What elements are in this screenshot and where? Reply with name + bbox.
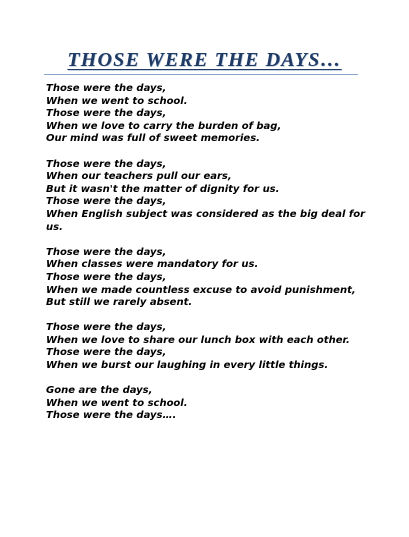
title-divider [44,74,358,75]
stanza-5 [46,385,366,423]
poem-line: Those were the days, [46,83,167,94]
poem-line: Those were the days, [46,347,167,359]
poem-line: When we went to school. [46,397,188,409]
poem-line: When we love to carry the burden of bag, [46,120,282,132]
poem-line: When our teachers pull our ears, [46,171,232,183]
poem-line: Our mind was full of sweet memories. [46,133,260,145]
poem-line: When English subject was considered as the big deal for us. [46,208,369,233]
poem-line: When we love to share our lunch box with each other. [46,334,350,346]
poem-line: Those were the days…. [46,410,177,422]
poem-line: Gone are the days, [46,385,153,397]
stanza-4 [46,322,366,372]
poem-line: When classes were mandatory for us. [46,259,259,271]
poem-line: When we burst our laughing in every little things. [46,360,329,372]
poem-title: THOSE WERE THE DAYS… [67,49,342,71]
poem-line: But it wasn't the matter of dignity for us. [46,183,280,195]
poem-line: When we made countless excuse to avoid punishment, [46,284,356,296]
poem-line: Those were the days, [46,196,167,208]
poem-line: Those were the days, [46,108,167,120]
poem-body [46,83,369,436]
stanza-3 [46,247,366,310]
poem-line: Those were the days, [46,158,167,170]
stanza-2 [46,158,369,235]
poem-line: Those were the days, [46,246,167,258]
stanza-1 [46,83,366,146]
poem-line: Those were the days, [46,322,167,334]
poem-line: Those were the days, [46,271,167,283]
poem-line: But still we rarely absent. [46,297,193,309]
poem-line: When we went to school. [46,95,188,107]
